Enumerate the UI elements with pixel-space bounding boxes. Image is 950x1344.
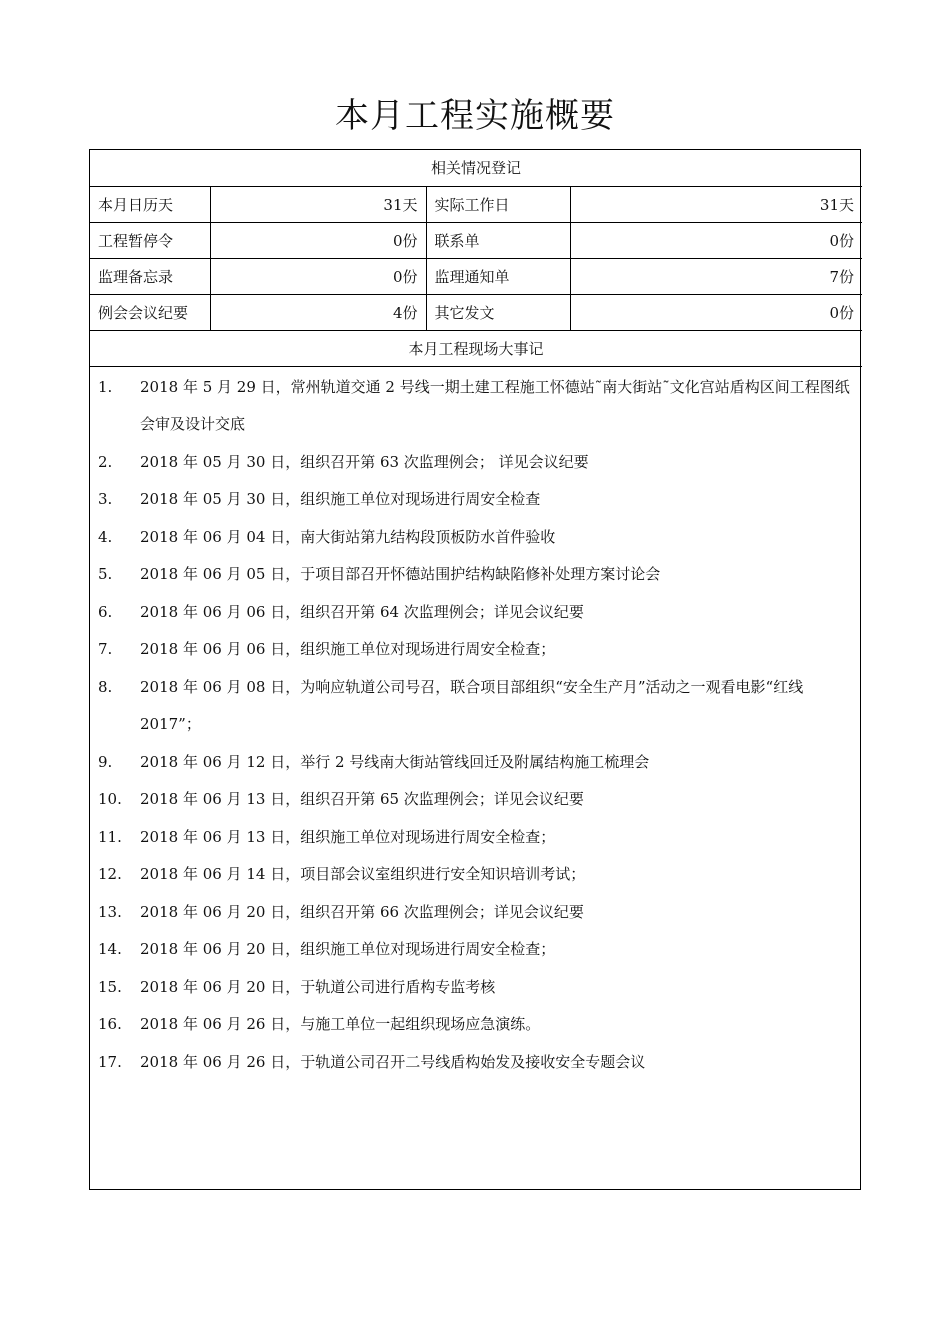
registry-header: 相关情况登记 [90,150,862,186]
event-text: 2018 年 05 月 30 日，组织召开第 63 次监理例会； 详见会议纪要 [140,452,589,471]
event-text: 2018 年 06 月 06 日，组织施工单位对现场进行周安全检查； [140,640,556,658]
list-item [90,819,860,857]
event-text: 2018 年 06 月 12 日，举行 2 号线南大街站管线回迁及附属结构施工梳理会 [140,752,650,771]
list-item [90,1044,860,1082]
list-item [90,594,860,632]
page-title: 本月工程实施概要 [335,96,615,136]
list-item [90,519,860,557]
event-number: 15. [98,977,122,996]
registry-value: 0份 [570,222,862,258]
registry-value: 31天 [570,186,862,222]
registry-value: 0份 [210,222,426,258]
list-item [90,894,860,932]
registry-label: 工程暂停令 [90,222,210,258]
event-text: 2018 年 06 月 20 日，组织召开第 66 次监理例会；详见会议纪要 [140,902,584,921]
table-row [90,222,862,258]
registry-label: 本月日历天 [90,186,210,222]
event-number: 1. [98,377,113,396]
event-number: 10. [98,790,122,808]
list-item [90,1006,860,1044]
event-number: 9. [98,752,113,771]
registry-label: 实际工作日 [426,186,570,222]
list-item [90,444,860,482]
registry-header-row [90,150,862,186]
table-row [90,294,862,330]
event-text: 2018 年 06 月 06 日，组织召开第 64 次监理例会；详见会议纪要 [140,602,584,621]
registry-label: 例会会议纪要 [90,294,210,330]
registry-value: 4份 [210,294,426,330]
event-text: 2018 年 5 月 29 日，常州轨道交通 2 号线一期土建工程施工怀德站˜南大街站˜文化宫站盾构区间工程图纸会审及设计交底 [140,377,850,433]
table-row [90,258,862,294]
event-number: 6. [98,602,113,621]
registry-label: 联系单 [426,222,570,258]
list-item [90,931,860,969]
event-number: 13. [98,902,122,921]
event-text: 2018 年 06 月 13 日，组织施工单位对现场进行周安全检查； [140,827,556,846]
registry-table [90,150,862,367]
event-number: 5. [98,565,113,583]
list-item [90,744,860,782]
list-item [90,969,860,1007]
event-text: 2018 年 05 月 30 日，组织施工单位对现场进行周安全检查 [140,490,541,508]
event-number: 11. [98,827,122,846]
list-item [90,481,860,519]
registry-value: 31天 [210,186,426,222]
event-number: 12. [98,865,122,883]
event-text: 2018 年 06 月 26 日，于轨道公司召开二号线盾构始发及接收安全专题会议 [140,1052,646,1071]
registry-label: 监理备忘录 [90,258,210,294]
event-number: 16. [98,1015,122,1033]
events-header-row [90,330,862,366]
list-item [90,669,860,744]
event-text: 2018 年 06 月 05 日，于项目部召开怀德站围护结构缺陷修补处理方案讨论会 [140,565,661,583]
list-item [90,369,860,444]
events-header: 本月工程现场大事记 [90,330,862,366]
event-text: 2018 年 06 月 20 日，组织施工单位对现场进行周安全检查； [140,940,556,958]
registry-value: 0份 [570,294,862,330]
event-number: 8. [98,677,113,696]
registry-label: 监理通知单 [426,258,570,294]
event-number: 3. [98,490,113,508]
event-text: 2018 年 06 月 04 日，南大街站第九结构段顶板防水首件验收 [140,527,556,546]
event-number: 2. [98,452,113,471]
event-number: 14. [98,940,122,958]
event-number: 7. [98,640,113,658]
table-row [90,186,862,222]
event-text: 2018 年 06 月 13 日，组织召开第 65 次监理例会；详见会议纪要 [140,790,584,808]
event-text: 2018 年 06 月 14 日，项目部会议室组织进行安全知识培训考试； [140,865,586,883]
registry-value: 7份 [570,258,862,294]
registry-value: 0份 [210,258,426,294]
event-text: 2018 年 06 月 08 日，为响应轨道公司号召，联合项目部组织“安全生产月”活动之一观看电影“红线 2017”； [140,677,804,733]
registry-label: 其它发文 [426,294,570,330]
events-list [90,367,860,1082]
list-item [90,781,860,819]
list-item [90,556,860,594]
event-text: 2018 年 06 月 20 日，于轨道公司进行盾构专监考核 [140,977,496,996]
summary-table [89,149,861,1190]
event-number: 17. [98,1052,122,1071]
list-item [90,631,860,669]
list-item [90,856,860,894]
event-number: 4. [98,527,113,546]
event-text: 2018 年 06 月 26 日，与施工单位一起组织现场应急演练。 [140,1015,541,1033]
